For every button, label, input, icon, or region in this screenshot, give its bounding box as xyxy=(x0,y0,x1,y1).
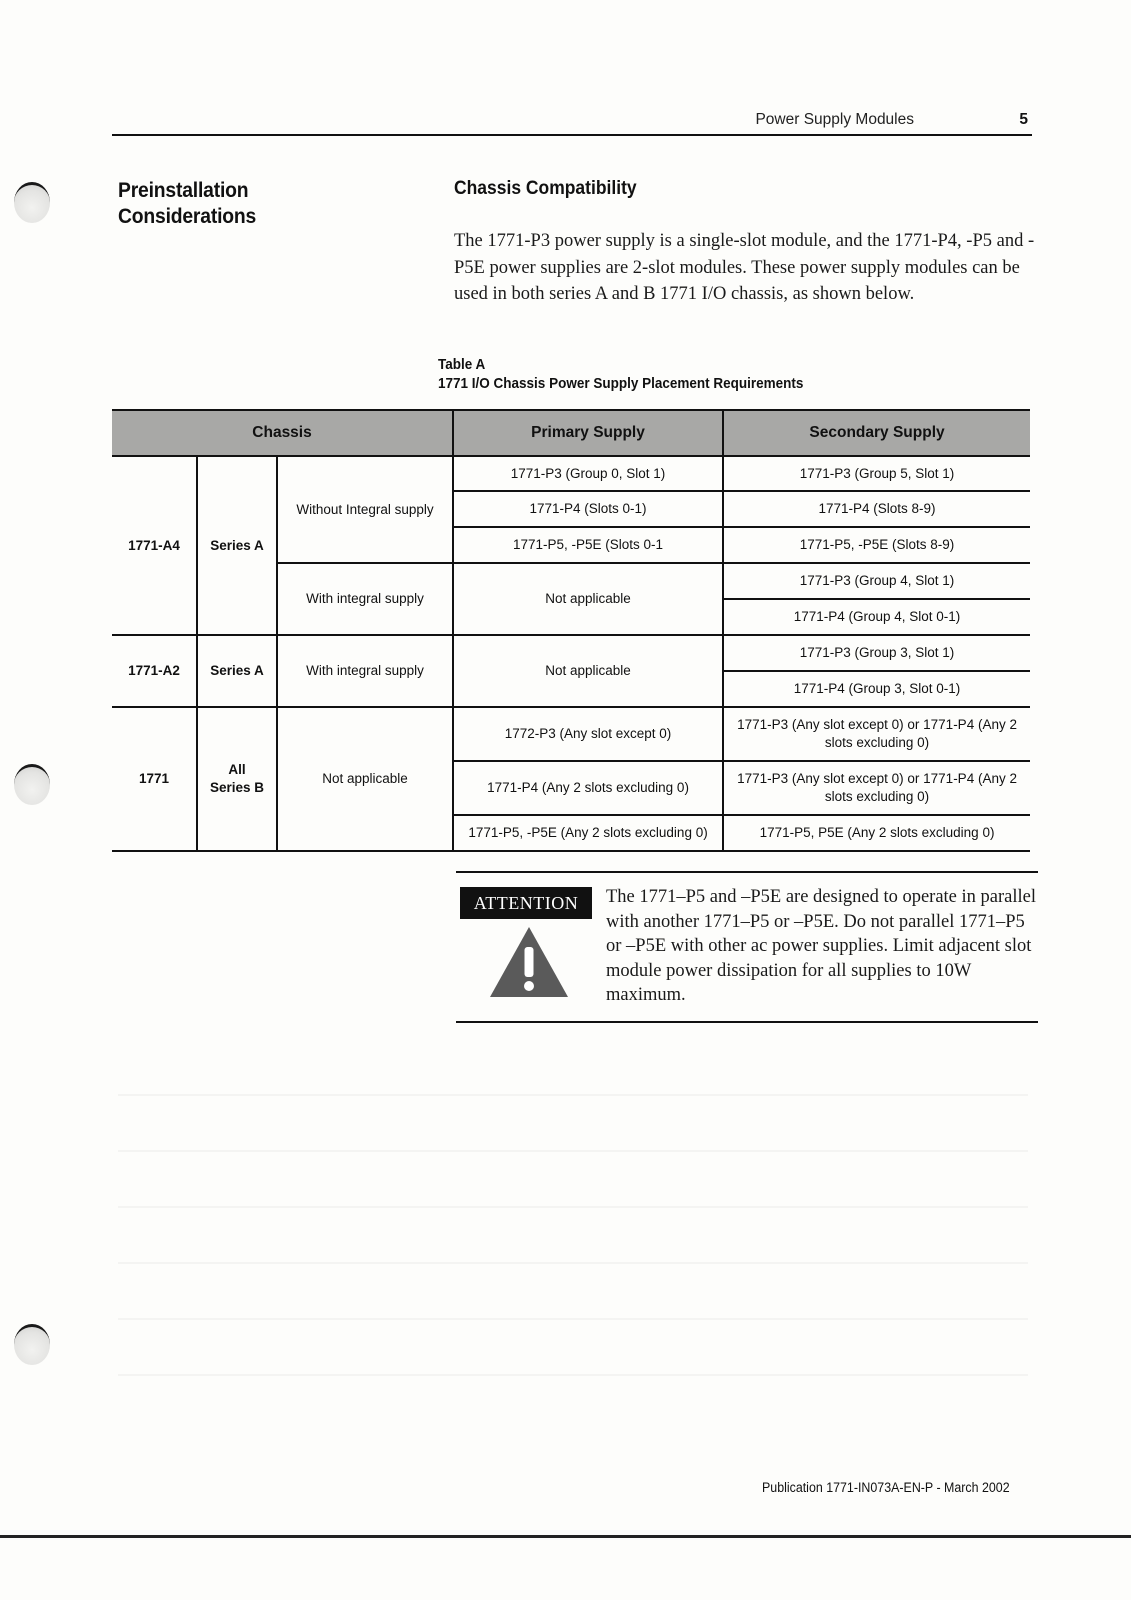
running-head-title: Power Supply Modules xyxy=(755,111,914,128)
side-heading xyxy=(118,178,256,230)
body-paragraph: The 1771-P3 power supply is a single-slot module, and the 1771-P4, -P5 and -P5E power supplies are 2-slot modules. These power supply modules can be used in both series A and B 1771 I/O chassis, as shown below. xyxy=(454,231,1035,304)
primary-cell: 1771-P5, -P5E (Any 2 slots excluding 0) xyxy=(453,815,723,851)
page-number: 5 xyxy=(1019,111,1028,128)
table-title: 1771 I/O Chassis Power Supply Placement Requirements xyxy=(438,375,804,392)
series-cell xyxy=(197,707,277,851)
binder-hole-bottom xyxy=(14,1324,50,1365)
header-chassis: Chassis xyxy=(112,410,453,456)
primary-cell: 1771-P3 (Group 0, Slot 1) xyxy=(453,456,723,491)
config-cell: Without Integral supply xyxy=(277,456,453,563)
page-edge-rule xyxy=(0,1535,1131,1538)
table-row xyxy=(112,707,1030,761)
config-cell: Not applicable xyxy=(277,707,453,851)
header-secondary: Secondary Supply xyxy=(723,410,1030,456)
table-header-row xyxy=(112,410,1030,456)
secondary-cell: 1771-P3 (Any slot except 0) or 1771-P4 (Any 2 slots excluding 0) xyxy=(723,707,1030,761)
secondary-cell: 1771-P5, P5E (Any 2 slots excluding 0) xyxy=(723,815,1030,851)
secondary-cell: 1771-P3 (Group 4, Slot 1) xyxy=(723,563,1030,599)
attention-notice xyxy=(456,871,1038,1023)
table-row xyxy=(112,456,1030,491)
secondary-cell: 1771-P3 (Group 5, Slot 1) xyxy=(723,456,1030,491)
binder-hole-middle xyxy=(14,764,50,805)
primary-cell: 1771-P4 (Any 2 slots excluding 0) xyxy=(453,761,723,815)
series-cell: Series A xyxy=(197,635,277,707)
secondary-cell: 1771-P4 (Slots 8-9) xyxy=(723,491,1030,527)
side-heading-line1: Preinstallation xyxy=(118,179,249,202)
primary-cell: 1772-P3 (Any slot except 0) xyxy=(453,707,723,761)
chassis-cell: 1771 xyxy=(112,707,197,851)
primary-cell: 1771-P5, -P5E (Slots 0-1 xyxy=(453,527,723,563)
chassis-cell: 1771-A4 xyxy=(112,456,197,635)
config-cell: With integral supply xyxy=(277,635,453,707)
running-head xyxy=(112,108,1032,136)
primary-cell: Not applicable xyxy=(453,635,723,707)
secondary-cell: 1771-P3 (Group 3, Slot 1) xyxy=(723,635,1030,671)
section-heading: Chassis Compatibility xyxy=(454,178,637,199)
secondary-cell: 1771-P4 (Group 3, Slot 0-1) xyxy=(723,671,1030,707)
primary-cell: Not applicable xyxy=(453,563,723,635)
config-cell: With integral supply xyxy=(277,563,453,635)
series-line1: All xyxy=(228,762,246,777)
table-caption xyxy=(438,355,803,393)
series-line2: Series B xyxy=(209,780,265,795)
chassis-cell: 1771-A2 xyxy=(112,635,197,707)
secondary-cell: 1771-P3 (Any slot except 0) or 1771-P4 (Any 2 slots excluding 0) xyxy=(723,761,1030,815)
header-primary: Primary Supply xyxy=(453,410,723,456)
warning-triangle-icon xyxy=(488,925,570,999)
secondary-cell: 1771-P5, -P5E (Slots 8-9) xyxy=(723,527,1030,563)
side-heading-line2: Considerations xyxy=(118,205,257,228)
series-cell: Series A xyxy=(197,456,277,635)
binder-hole-top xyxy=(14,182,50,223)
secondary-cell: 1771-P4 (Group 4, Slot 0-1) xyxy=(723,599,1030,635)
placement-table xyxy=(112,409,1030,852)
show-through-background xyxy=(118,1040,1028,1420)
attention-label: ATTENTION xyxy=(460,887,592,919)
table-label: Table A xyxy=(438,356,486,373)
attention-text: The 1771–P5 and –P5E are designed to operate in parallel with another 1771–P5 or –P5E. Do not parallel 1771–P5 or –P5E with other ac power supplies. Limit adjacent slot module power dissipation for all supplies to 10W maximum. xyxy=(606,887,1036,1005)
primary-cell: 1771-P4 (Slots 0-1) xyxy=(453,491,723,527)
publication-footer: Publication 1771-IN073A-EN-P - March 2002 xyxy=(762,1480,1010,1495)
table-row xyxy=(112,635,1030,671)
